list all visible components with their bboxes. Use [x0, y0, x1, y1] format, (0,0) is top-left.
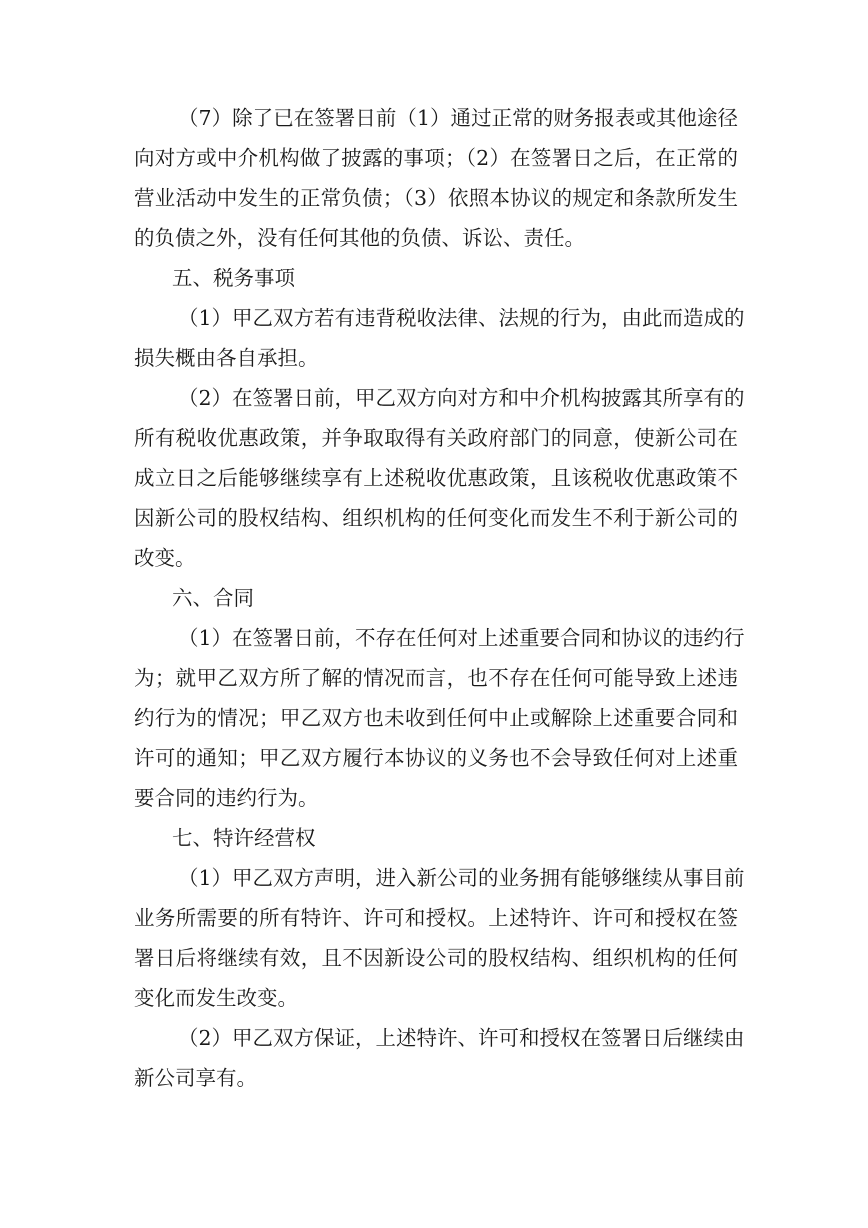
- document-body: [134, 98, 745, 1098]
- paragraph-line: 为；就甲乙双方所了解的情况而言，也不存在任何可能导致上述违: [134, 666, 738, 690]
- paragraph-line: 的负债之外，没有任何其他的负债、诉讼、责任。: [134, 226, 585, 250]
- paragraph-line: 新公司享有。: [134, 1066, 257, 1090]
- section-heading: 七、特许经营权: [172, 826, 316, 850]
- section-heading: 五、税务事项: [172, 266, 295, 290]
- paragraph-line: （7）除了已在签署日前（1）通过正常的财务报表或其他途径: [178, 106, 738, 130]
- paragraph-line: 要合同的违约行为。: [134, 786, 319, 810]
- paragraph-line: （1）在签署日前，不存在任何对上述重要合同和协议的违约行: [178, 626, 745, 650]
- paragraph-line: 向对方或中介机构做了披露的事项；（2）在签署日之后，在正常的: [134, 146, 738, 170]
- paragraph-line: （1）甲乙双方若有违背税收法律、法规的行为，由此而造成的: [178, 306, 745, 330]
- paragraph-line: 损失概由各自承担。: [134, 346, 319, 370]
- section-heading: 六、合同: [172, 586, 254, 610]
- paragraph-line: 许可的通知；甲乙双方履行本协议的义务也不会导致任何对上述重: [134, 746, 738, 770]
- paragraph-line: （2）在签署日前，甲乙双方向对方和中介机构披露其所享有的: [178, 386, 745, 410]
- paragraph-line: （2）甲乙双方保证，上述特许、许可和授权在签署日后继续由: [178, 1026, 745, 1050]
- paragraph-line: 所有税收优惠政策，并争取取得有关政府部门的同意，使新公司在: [134, 426, 738, 450]
- paragraph-line: 因新公司的股权结构、组织机构的任何变化而发生不利于新公司的: [134, 506, 738, 530]
- paragraph-line: 署日后将继续有效，且不因新设公司的股权结构、组织机构的任何: [134, 946, 738, 970]
- paragraph-line: 成立日之后能够继续享有上述税收优惠政策，且该税收优惠政策不: [134, 466, 738, 490]
- paragraph-line: 变化而发生改变。: [134, 986, 298, 1010]
- paragraph-line: 改变。: [134, 546, 196, 570]
- paragraph-line: （1）甲乙双方声明，进入新公司的业务拥有能够继续从事目前: [178, 866, 745, 890]
- paragraph-line: 业务所需要的所有特许、许可和授权。上述特许、许可和授权在签: [134, 906, 738, 930]
- paragraph-line: 约行为的情况；甲乙双方也未收到任何中止或解除上述重要合同和: [134, 706, 738, 730]
- paragraph-line: 营业活动中发生的正常负债；（3）依照本协议的规定和条款所发生: [134, 186, 738, 210]
